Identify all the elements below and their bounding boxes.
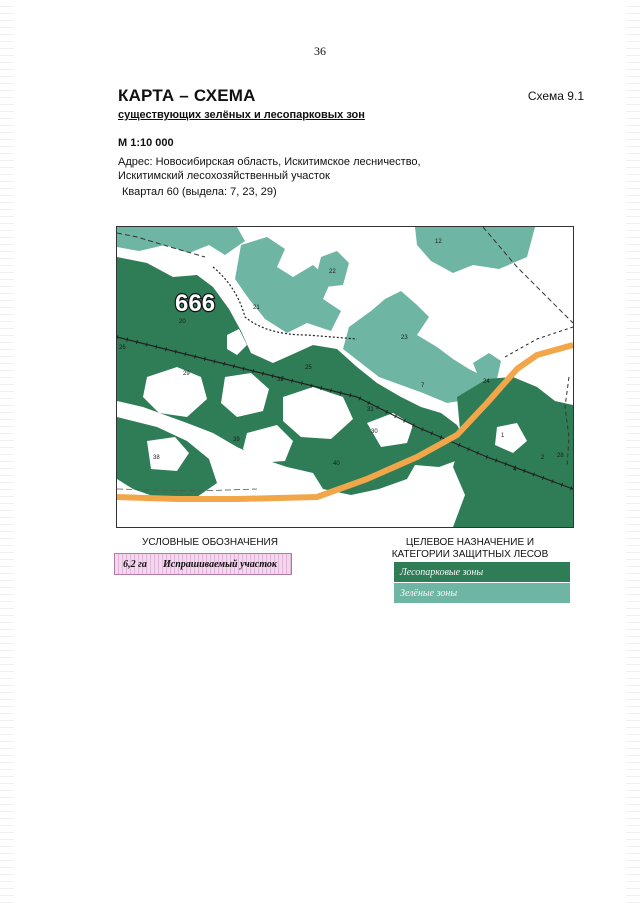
plot-label-1: 1 — [501, 433, 505, 439]
plot-label-29: 29 — [183, 371, 190, 377]
plot-label-39: 39 — [233, 437, 240, 443]
green-zone-top-left — [117, 227, 245, 255]
plot-label-7: 7 — [421, 383, 425, 389]
legend-requested-plot — [114, 553, 292, 575]
plot-label-30: 30 — [371, 429, 378, 435]
legend-green-zones: Зелёные зоны — [394, 583, 570, 603]
page-title: КАРТА – СХЕМА — [118, 86, 256, 105]
scan-margin-right — [626, 0, 640, 905]
legend-categories-title — [375, 537, 565, 561]
legend-plot-area: 6,2 га — [123, 558, 147, 570]
plot-label-26: 26 — [119, 345, 126, 351]
legend-categories-title-line-2: КАТЕГОРИИ ЗАЩИТНЫХ ЛЕСОВ — [391, 549, 549, 560]
plot-label-21: 21 — [253, 305, 260, 311]
plot-label-32: 32 — [277, 377, 284, 383]
quarter-info: Квартал 60 (выдела: 7, 23, 29) — [122, 186, 277, 198]
plot-label-22: 22 — [329, 269, 336, 275]
plot-label-38: 38 — [153, 455, 160, 461]
page-number: 36 — [314, 44, 326, 58]
page-subtitle: существующих зелёных и лесопарковых зон — [118, 109, 365, 121]
map-scale: М 1:10 000 — [118, 137, 174, 149]
address-line-2: Искитимский лесохозяйственный участок — [118, 170, 330, 182]
green-zone-top-right — [415, 227, 535, 273]
legend-symbols-title: УСЛОВНЫЕ ОБОЗНАЧЕНИЯ — [142, 537, 278, 548]
quarter-number: 666 — [175, 290, 216, 317]
plot-label-12: 12 — [435, 239, 442, 245]
map — [116, 226, 574, 528]
map-svg — [117, 227, 573, 527]
plot-label-2: 2 — [541, 455, 545, 461]
address-line-1: Адрес: Новосибирская область, Искитимское лесничество, — [118, 156, 421, 168]
plot-label-4: 4 — [513, 467, 517, 473]
plot-label-24: 24 — [483, 379, 490, 385]
plot-label-28: 28 — [557, 453, 564, 459]
address — [118, 155, 538, 183]
plot-label-31: 31 — [367, 407, 374, 413]
plot-label-23: 23 — [401, 335, 408, 341]
legend-plot-label: Испрашиваемый участок — [163, 558, 277, 570]
plot-label-25: 25 — [305, 365, 312, 371]
legend-park-zones: Лесопарковые зоны — [394, 562, 570, 582]
legend-categories-title-line-1: ЦЕЛЕВОЕ НАЗНАЧЕНИЕ И — [405, 537, 535, 548]
plot-label-40: 40 — [333, 461, 340, 467]
scheme-label: Схема 9.1 — [527, 89, 584, 103]
scan-margin-left — [0, 0, 14, 905]
plot-label-20: 20 — [179, 319, 186, 325]
